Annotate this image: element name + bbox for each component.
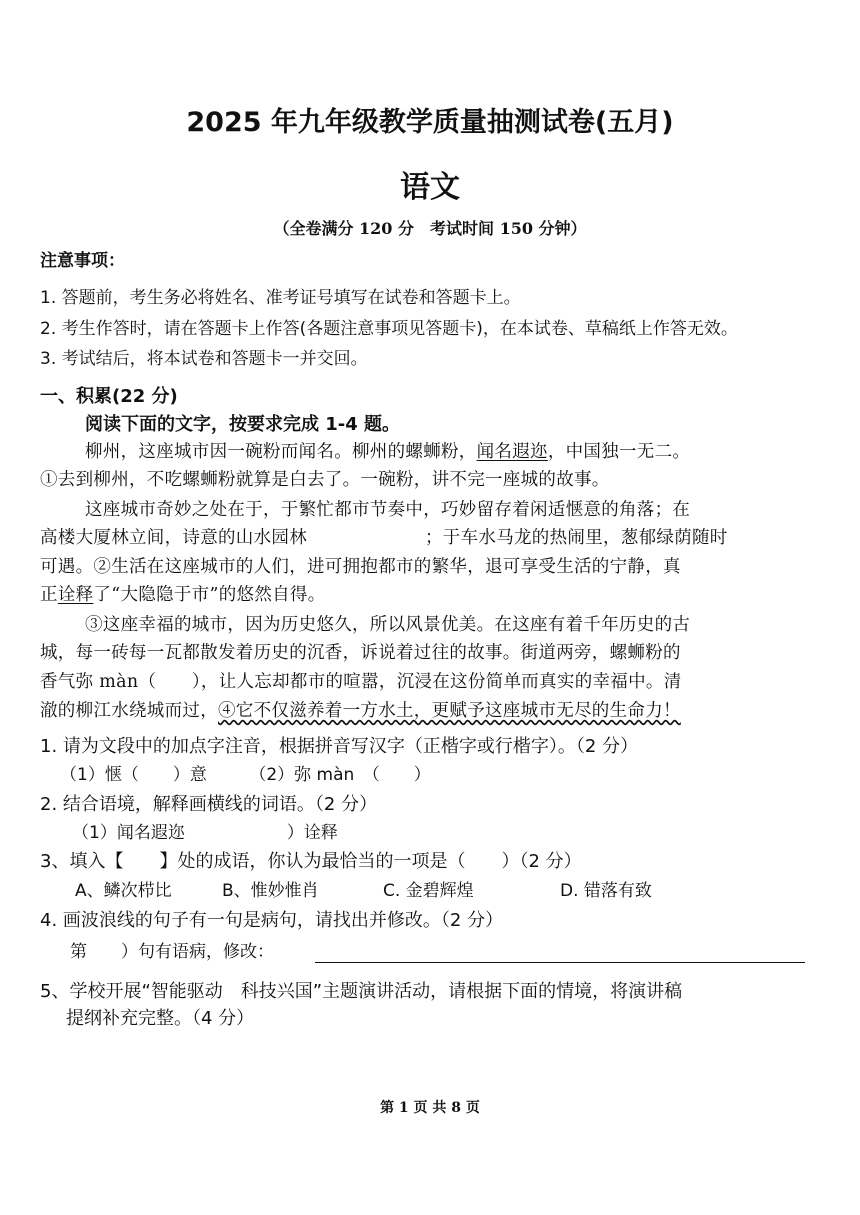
passage-line: ①去到柳州，不吃螺蛳粉就算是白去了。一碗粉，讲不完一座城的故事。	[40, 470, 610, 490]
underlined-word: 诠释	[57, 585, 94, 605]
passage-text: ，中国独一无二。	[547, 442, 691, 462]
question-3-option-c: C. 金碧辉煌	[383, 881, 474, 901]
question-1-sub: （1）惬（ ）意 （2）弥 màn （ ）	[60, 765, 431, 785]
passage-line	[40, 581, 326, 606]
answer-line	[315, 962, 805, 963]
passage-line	[85, 438, 690, 463]
question-3-option-d: D. 错落有致	[560, 881, 652, 901]
question-2-sub: （1）闻名遐迩 ）诠释	[72, 823, 338, 843]
passage-line: 香气弥 màn（ ），让人忘却都市的喧嚣，沉浸在这份简单而真实的幸福中。清	[40, 672, 682, 692]
question-3: 3、填入【 】处的成语，你认为最恰当的一项是（ ）（2 分）	[40, 851, 582, 872]
question-3-option-b: B、惟妙惟肖	[222, 881, 319, 901]
passage-line: ③这座幸福的城市，因为历史悠久，所以风景优美。在这座有着千年历史的古	[85, 615, 691, 635]
subject-title: 语文	[400, 170, 460, 205]
question-1: 1. 请为文段中的加点字注音，根据拼音写汉字（正楷字或行楷字）。（2 分）	[40, 736, 639, 757]
page-footer: 第 1 页 共 8 页	[380, 1100, 480, 1116]
passage-line: 可遇。②生活在这座城市的人们，进可拥抱都市的繁华，退可享受生活的宁静，真	[40, 557, 681, 577]
question-3-option-a: A、鳞次栉比	[75, 881, 172, 901]
exam-title: 2025 年九年级教学质量抽测试卷(五月)	[186, 107, 674, 138]
passage-text: ；于车水马龙的热闹里，葱郁绿荫随时	[425, 528, 728, 548]
section-heading: 一、积累(22 分)	[40, 386, 178, 407]
note-item-2: 2. 考生作答时，请在答题卡上作答(各题注意事项见答题卡)，在本试卷、草稿纸上作答无效。	[40, 319, 738, 339]
section-instruction: 阅读下面的文字，按要求完成 1-4 题。	[85, 414, 401, 435]
passage-text: 正	[40, 585, 58, 605]
question-5-line-2: 提纲补充完整。（4 分）	[66, 1008, 255, 1029]
exam-meta: （全卷满分 120 分 考试时间 150 分钟）	[273, 219, 587, 238]
passage-text: 柳州，这座城市因一碗粉而闻名。柳州的螺蛳粉，	[85, 442, 477, 462]
passage-line: 城，每一砖每一瓦都散发着历史的沉香，诉说着过往的故事。街道两旁，螺蛳粉的	[40, 643, 681, 663]
passage-line	[40, 697, 681, 722]
note-item-1: 1. 答题前，考生务必将姓名、准考证号填写在试卷和答题卡上。	[40, 288, 521, 308]
passage-text: 了“大隐隐于市”的悠然自得。	[93, 585, 326, 605]
question-2: 2. 结合语境，解释画横线的词语。（2 分）	[40, 794, 378, 815]
passage-line	[40, 524, 728, 549]
wavy-underlined-sentence: ④它不仅滋养着一方水土，更赋予这座城市无尽的生命力！	[218, 701, 681, 721]
notes-heading: 注意事项：	[40, 251, 125, 271]
note-item-3: 3. 考试结后，将本试卷和答题卡一并交回。	[40, 349, 368, 369]
underlined-word: 闻名遐迩	[476, 442, 548, 462]
question-4: 4. 画波浪线的句子有一句是病句，请找出并修改。（2 分）	[40, 910, 504, 931]
passage-text: 澈的柳江水绕城而过，	[40, 701, 218, 721]
question-4-sub: 第 ）句有语病，修改：	[70, 942, 274, 962]
question-5-line-1: 5、学校开展“智能驱动 科技兴国”主题演讲活动，请根据下面的情境，将演讲稿	[40, 981, 683, 1002]
passage-line: 这座城市奇妙之处在于，于繁忙都市节奏中，巧妙留存着闲适惬意的角落；在	[85, 500, 691, 520]
passage-text: 高楼大厦林立间，诗意的山水园林	[40, 528, 307, 548]
